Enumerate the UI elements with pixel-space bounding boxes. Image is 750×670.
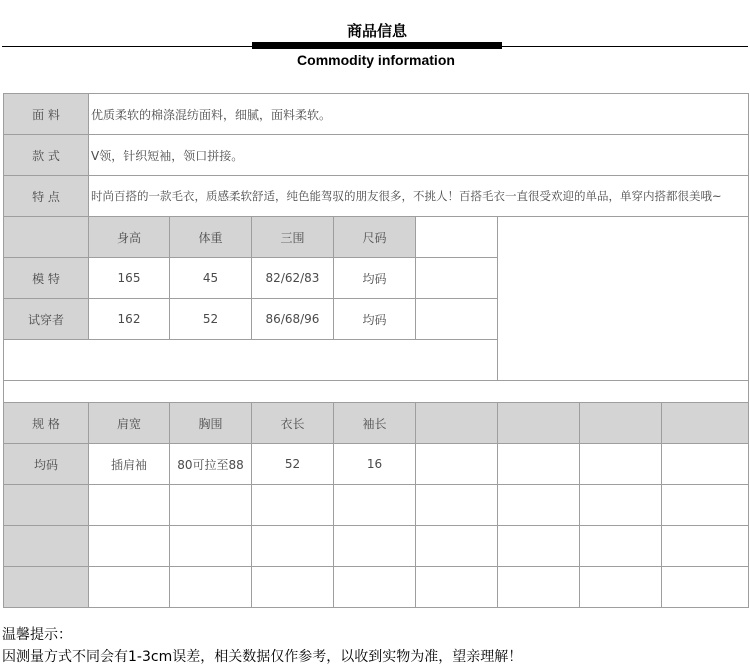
empty-cell [88, 566, 170, 608]
empty-header-cell [579, 402, 662, 444]
empty-cell [333, 525, 416, 567]
fitting-cell: 52 [169, 298, 252, 340]
empty-row-label [3, 484, 89, 526]
empty-header-cell [661, 402, 749, 444]
size-col-chest: 胸围 [169, 402, 252, 444]
size-cell: 插肩袖 [88, 443, 170, 485]
empty-cell [88, 484, 170, 526]
size-cell: 80可拉至88 [169, 443, 252, 485]
fitting-footer-cell [3, 339, 498, 381]
empty-cell [88, 525, 170, 567]
empty-cell [415, 443, 498, 485]
empty-cell [497, 484, 580, 526]
empty-cell [579, 443, 662, 485]
empty-cell [251, 484, 334, 526]
size-cell: 52 [251, 443, 334, 485]
empty-cell [661, 484, 749, 526]
empty-cell [333, 566, 416, 608]
header-accent-bar [252, 42, 502, 49]
style-value: V领，针织短袖，领口拼接。 [88, 134, 749, 176]
fitting-cell: 165 [88, 257, 170, 299]
fitting-cell: 均码 [333, 298, 416, 340]
empty-cell [579, 525, 662, 567]
empty-cell [497, 566, 580, 608]
fitting-side-panel [497, 216, 749, 381]
empty-cell [415, 257, 498, 299]
empty-cell [661, 525, 749, 567]
empty-cell [415, 525, 498, 567]
empty-cell [169, 566, 252, 608]
size-row-label: 均码 [3, 443, 89, 485]
fitting-cell: 82/62/83 [251, 257, 334, 299]
empty-cell [579, 566, 662, 608]
empty-cell [251, 525, 334, 567]
empty-row-label [3, 525, 89, 567]
feature-value: 时尚百搭的一款毛衣，质感柔软舒适，纯色能驾驭的朋友很多，不挑人！百搭毛衣一直很受欢迎的单品，单穿内搭都很美哦~ [88, 175, 749, 217]
empty-cell [497, 525, 580, 567]
empty-header-cell [415, 402, 498, 444]
empty-cell [661, 566, 749, 608]
fitting-corner-cell [3, 216, 89, 258]
size-col-sleeve: 袖长 [333, 402, 416, 444]
size-cell: 16 [333, 443, 416, 485]
style-label: 款 式 [3, 134, 89, 176]
fitting-row-label: 模 特 [3, 257, 89, 299]
page-subtitle: Commodity information [297, 52, 455, 68]
notice-title: 温馨提示： [2, 627, 72, 643]
empty-header-cell [497, 402, 580, 444]
notice-text: 因测量方式不同会有1-3cm误差，相关数据仅作参考，以收到实物为准，望亲理解！ [2, 649, 523, 665]
empty-row-label [3, 566, 89, 608]
fitting-cell: 45 [169, 257, 252, 299]
size-table-label: 规 格 [3, 402, 89, 444]
empty-cell [251, 566, 334, 608]
fitting-row-label: 试穿者 [3, 298, 89, 340]
empty-cell [415, 298, 498, 340]
feature-label: 特 点 [3, 175, 89, 217]
empty-cell [579, 484, 662, 526]
empty-cell [497, 443, 580, 485]
fitting-col-measurements: 三围 [251, 216, 334, 258]
fitting-col-size: 尺码 [333, 216, 416, 258]
spacer-row [3, 380, 749, 403]
fitting-cell: 162 [88, 298, 170, 340]
fitting-cell: 均码 [333, 257, 416, 299]
fitting-col-weight: 体重 [169, 216, 252, 258]
fitting-cell: 86/68/96 [251, 298, 334, 340]
empty-cell [415, 484, 498, 526]
empty-cell [661, 443, 749, 485]
size-col-length: 衣长 [251, 402, 334, 444]
fitting-col-height: 身高 [88, 216, 170, 258]
empty-cell [169, 484, 252, 526]
page-title: 商品信息 [346, 22, 407, 40]
empty-cell [333, 484, 416, 526]
empty-cell [415, 566, 498, 608]
empty-cell [169, 525, 252, 567]
fabric-label: 面 料 [3, 93, 89, 135]
fabric-value: 优质柔软的棉涤混纺面料，细腻，面料柔软。 [88, 93, 749, 135]
empty-cell [415, 216, 498, 258]
size-col-shoulder: 肩宽 [88, 402, 170, 444]
